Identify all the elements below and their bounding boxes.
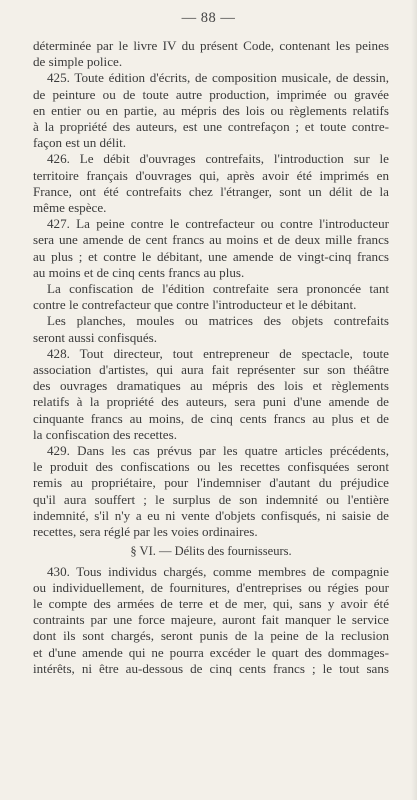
text-line: 427. La peine contre le contrefacteur ou contre l'introducteur xyxy=(47,216,389,232)
text-line: recettes, sera réglé par les voies ordinaires. xyxy=(33,524,258,540)
text-line: façon est un délit. xyxy=(33,135,127,151)
paragraph xyxy=(33,281,389,313)
paragraph xyxy=(33,70,389,151)
text-line: le produit des confiscations ou les recettes confisquées seront xyxy=(33,459,389,475)
text-line: la confiscation des recettes. xyxy=(33,426,177,442)
text-line: territoire français d'ouvrages qui, après avoir été imprimés en xyxy=(33,167,389,183)
paragraph xyxy=(33,443,389,540)
text-line: cinquante francs au moins, de cinq cents francs au plus et de xyxy=(33,410,389,426)
text-line: France, ont été contrefaits chez l'étranger, sont un délit de la xyxy=(33,183,389,199)
text-line: à la propriété des auteurs, est une contrefaçon ; et toute contre- xyxy=(33,119,389,135)
text-line: en entier ou en partie, au mépris des lois ou règlements relatifs xyxy=(33,102,389,118)
paragraph xyxy=(33,38,389,70)
text-line: au moins et de cinq cents francs au plus. xyxy=(33,264,245,280)
text-line: sera une amende de cent francs au moins et de deux mille francs xyxy=(33,232,389,248)
text-line: association d'artistes, qui aura fait représenter sur son théâtre xyxy=(33,362,389,378)
text-line: 429. Dans les cas prévus par les quatre articles précédents, xyxy=(47,443,389,459)
text-line: indemnité, s'il n'y a eu ni vente d'objets confisqués, ni saisie de xyxy=(33,507,389,523)
text-line: intérêts, ni être au-dessous de cinq cents francs ; le tout sans xyxy=(33,660,389,676)
text-line: 425. Toute édition d'écrits, de composition musicale, de dessin, xyxy=(47,70,389,86)
text-line: et d'une amende qui ne pourra excéder le quart des dommages- xyxy=(33,644,389,660)
page-body xyxy=(33,38,389,677)
text-line: le compte des armées de terre et de mer, qui, sans y avoir été xyxy=(33,595,389,611)
text-line: relatifs à la propriété des auteurs, sera puni d'une amende de xyxy=(33,394,389,410)
text-line: même espèce. xyxy=(33,200,107,216)
text-line: contre le contrefacteur que contre l'introducteur et le débitant. xyxy=(33,297,357,313)
text-line: au plus ; et contre le débitant, une amende de vingt-cinq francs xyxy=(33,248,389,264)
text-line: contraints par une force majeure, auront fait manquer le service xyxy=(33,612,389,628)
paragraph xyxy=(33,346,389,443)
paragraph xyxy=(33,151,389,216)
text-line: dont ils sont chargés, seront punis de la peine de la reclusion xyxy=(33,628,389,644)
page-edge-shadow xyxy=(411,0,417,800)
text-line: La confiscation de l'édition contrefaite sera prononcée tant xyxy=(47,281,389,297)
text-line: de simple police. xyxy=(33,54,123,70)
text-line: 428. Tout directeur, tout entrepreneur de spectacle, toute xyxy=(47,345,389,361)
section-heading: § VI. — Délits des fournisseurs. xyxy=(130,544,292,559)
text-line: qu'il aura souffert ; le surplus de son indemnité ou l'entière xyxy=(33,491,389,507)
text-line: déterminée par le livre IV du présent Code, contenant les peines xyxy=(33,38,389,53)
page-number: — 88 — xyxy=(181,10,236,26)
text-line: 426. Le débit d'ouvrages contrefaits, l'introduction sur le xyxy=(47,151,389,167)
text-line: de peinture ou de toute autre production, imprimée ou gravée xyxy=(33,86,389,102)
text-line: ou individuellement, de fournitures, d'entreprises ou régies pour xyxy=(33,579,389,595)
text-line: remis au propriétaire, pour l'indemniser d'autant du préjudice xyxy=(33,475,389,491)
text-line: 430. Tous individus chargés, comme membres de compagnie xyxy=(47,563,389,579)
paragraph xyxy=(33,216,389,281)
paragraph xyxy=(33,564,389,677)
text-line: seront aussi confisqués. xyxy=(33,329,158,345)
text-line: Les planches, moules ou matrices des objets contrefaits xyxy=(47,313,389,329)
paragraph xyxy=(33,313,389,345)
text-line: des ouvrages dramatiques au mépris des lois et règlements xyxy=(33,378,389,394)
